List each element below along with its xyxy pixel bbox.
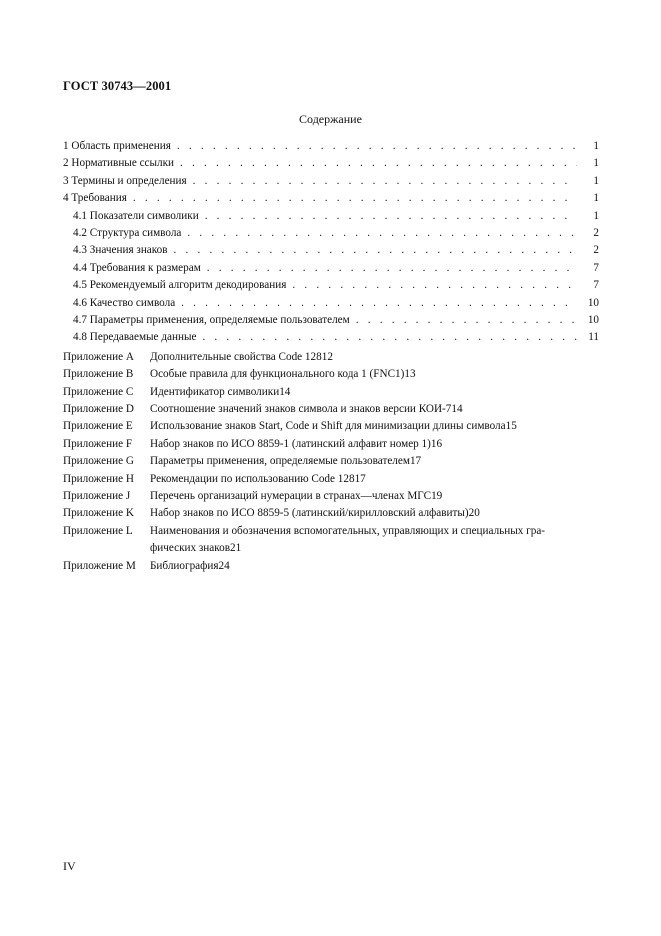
toc-entry-text: 3 Термины и определения bbox=[63, 174, 187, 187]
appendix-page: 13 bbox=[404, 368, 416, 381]
appendix-label: Приложение E bbox=[63, 420, 133, 433]
table-of-contents bbox=[63, 138, 599, 575]
appendix-title: Библиография bbox=[150, 559, 219, 572]
appendix-entry bbox=[63, 384, 599, 401]
appendix-page: 14 bbox=[451, 402, 463, 415]
toc-entry-page: 11 bbox=[588, 331, 599, 344]
appendix-entry bbox=[63, 523, 599, 558]
dot-leader bbox=[180, 155, 577, 172]
dot-leader bbox=[174, 242, 577, 259]
toc-entry-page: 1 bbox=[593, 174, 599, 187]
toc-entry-text: 4.5 Рекомендуемый алгоритм декодирования bbox=[73, 279, 287, 292]
toc-entry bbox=[63, 173, 599, 190]
dot-leader bbox=[292, 277, 577, 294]
toc-entry-page: 2 bbox=[593, 226, 599, 239]
toc-entry-page: 1 bbox=[593, 192, 599, 205]
dot-leader bbox=[181, 295, 577, 312]
appendix-entry bbox=[63, 471, 599, 488]
appendix-entry bbox=[63, 558, 599, 575]
appendix-page: 20 bbox=[468, 507, 480, 520]
appendix-title: Использование знаков Start, Code и Shift для минимизации длины символа bbox=[150, 420, 506, 433]
appendix-label: Приложение L bbox=[63, 524, 133, 537]
toc-subentry bbox=[63, 260, 599, 277]
dot-leader bbox=[187, 225, 577, 242]
toc-entry-text: 4.7 Параметры применения, определяемые пользователем bbox=[73, 313, 350, 326]
appendix-label: Приложение C bbox=[63, 385, 134, 398]
dot-leader bbox=[177, 138, 577, 155]
appendix-title: Идентификатор символики bbox=[150, 385, 280, 398]
document-code: ГОСТ 30743—2001 bbox=[63, 79, 172, 93]
appendix-title: Набор знаков по ИСО 8859-5 (латинский/кириллoвский алфавиты) bbox=[150, 507, 469, 520]
toc-entry bbox=[63, 138, 599, 155]
toc-subentry bbox=[63, 208, 599, 225]
toc-entry-text: 4.8 Передаваемые данные bbox=[73, 331, 197, 344]
appendix-label: Приложение G bbox=[63, 455, 134, 468]
appendix-title: Наименования и обозначения вспомогательных, управляющих и специальных гра- bbox=[150, 524, 546, 537]
toc-entry-text: 2 Нормативные ссылки bbox=[63, 157, 175, 170]
appendix-label: Приложение M bbox=[63, 559, 136, 572]
page-number: IV bbox=[63, 859, 76, 873]
toc-entry-text: 4 Требования bbox=[63, 192, 127, 205]
toc-entry-page: 7 bbox=[593, 279, 599, 292]
appendix-page: 21 bbox=[230, 542, 242, 555]
toc-title: Содержание bbox=[299, 112, 362, 126]
appendix-page: 14 bbox=[279, 385, 291, 398]
appendix-title: Особые правила для функционального кода 1 (FNC1) bbox=[150, 368, 405, 381]
appendix-title: Дополнительные свойства Code 128 bbox=[150, 350, 322, 363]
toc-entry-page: 1 bbox=[593, 140, 599, 152]
appendix-label: Приложение H bbox=[63, 472, 134, 485]
toc-entry-page: 1 bbox=[593, 157, 599, 170]
appendix-entry bbox=[63, 349, 599, 366]
toc-subentry bbox=[63, 242, 599, 259]
appendix-page: 19 bbox=[431, 489, 443, 502]
appendix-title: Рекомендации по использованию Code 128 bbox=[150, 472, 355, 485]
toc-entry-page: 7 bbox=[593, 261, 599, 274]
dot-leader bbox=[207, 260, 577, 277]
toc-entry bbox=[63, 155, 599, 172]
dot-leader bbox=[356, 312, 577, 329]
toc-entry bbox=[63, 190, 599, 207]
appendix-entry bbox=[63, 505, 599, 522]
appendix-page: 15 bbox=[505, 420, 517, 433]
dot-leader bbox=[205, 208, 577, 225]
appendix-entry bbox=[63, 453, 599, 470]
toc-subentry bbox=[63, 312, 599, 329]
appendix-title: Соотношение значений знаков символа и знаков версии КОИ-7 bbox=[150, 402, 452, 415]
appendix-label: Приложение F bbox=[63, 437, 133, 450]
appendix-title: Параметры применения, определяемые пользователем bbox=[150, 455, 410, 468]
toc-entry-text: 4.6 Качество символа bbox=[73, 296, 176, 309]
toc-entry-page: 10 bbox=[587, 296, 599, 309]
appendix-title: Набор знаков по ИСО 8859-1 (латинский алфавит номер 1) bbox=[150, 437, 431, 450]
toc-subentry bbox=[63, 225, 599, 242]
toc-entry-page: 10 bbox=[587, 313, 599, 326]
appendix-entry bbox=[63, 488, 599, 505]
appendix-label: Приложение D bbox=[63, 402, 134, 415]
dot-leader bbox=[202, 329, 577, 346]
appendix-label: Приложение B bbox=[63, 368, 134, 381]
appendix-title-continued: фических знаков bbox=[150, 542, 231, 555]
appendix-entry bbox=[63, 436, 599, 453]
toc-subentry bbox=[63, 329, 599, 346]
appendix-label: Приложение J bbox=[63, 489, 131, 502]
dot-leader bbox=[133, 190, 577, 207]
appendix-page: 16 bbox=[430, 437, 443, 450]
toc-entry-text: 1 Область применения bbox=[63, 140, 171, 152]
appendix-label: Приложение A bbox=[63, 350, 134, 363]
dot-leader bbox=[193, 173, 577, 190]
appendix-entry bbox=[63, 366, 599, 383]
toc-entry-text: 4.4 Требования к размерам bbox=[73, 261, 201, 274]
toc-entry-text: 4.2 Структура символа bbox=[73, 226, 182, 239]
toc-entry-text: 4.1 Показатели символики bbox=[73, 209, 199, 222]
toc-subentry bbox=[63, 277, 599, 294]
appendix-page: 17 bbox=[354, 472, 366, 485]
appendix-entry bbox=[63, 418, 599, 435]
appendix-page: 17 bbox=[409, 455, 422, 468]
appendix-page: 12 bbox=[321, 350, 333, 363]
toc-subentry bbox=[63, 295, 599, 312]
toc-entry-page: 1 bbox=[593, 209, 599, 222]
appendix-title: Перечень организаций нумерации в странах—членах МГС bbox=[150, 489, 432, 502]
appendix-label: Приложение K bbox=[63, 507, 134, 520]
appendix-entry bbox=[63, 401, 599, 418]
appendix-page: 24 bbox=[218, 559, 230, 572]
toc-entry-text: 4.3 Значения знаков bbox=[73, 244, 168, 257]
toc-entry-page: 2 bbox=[593, 244, 599, 257]
